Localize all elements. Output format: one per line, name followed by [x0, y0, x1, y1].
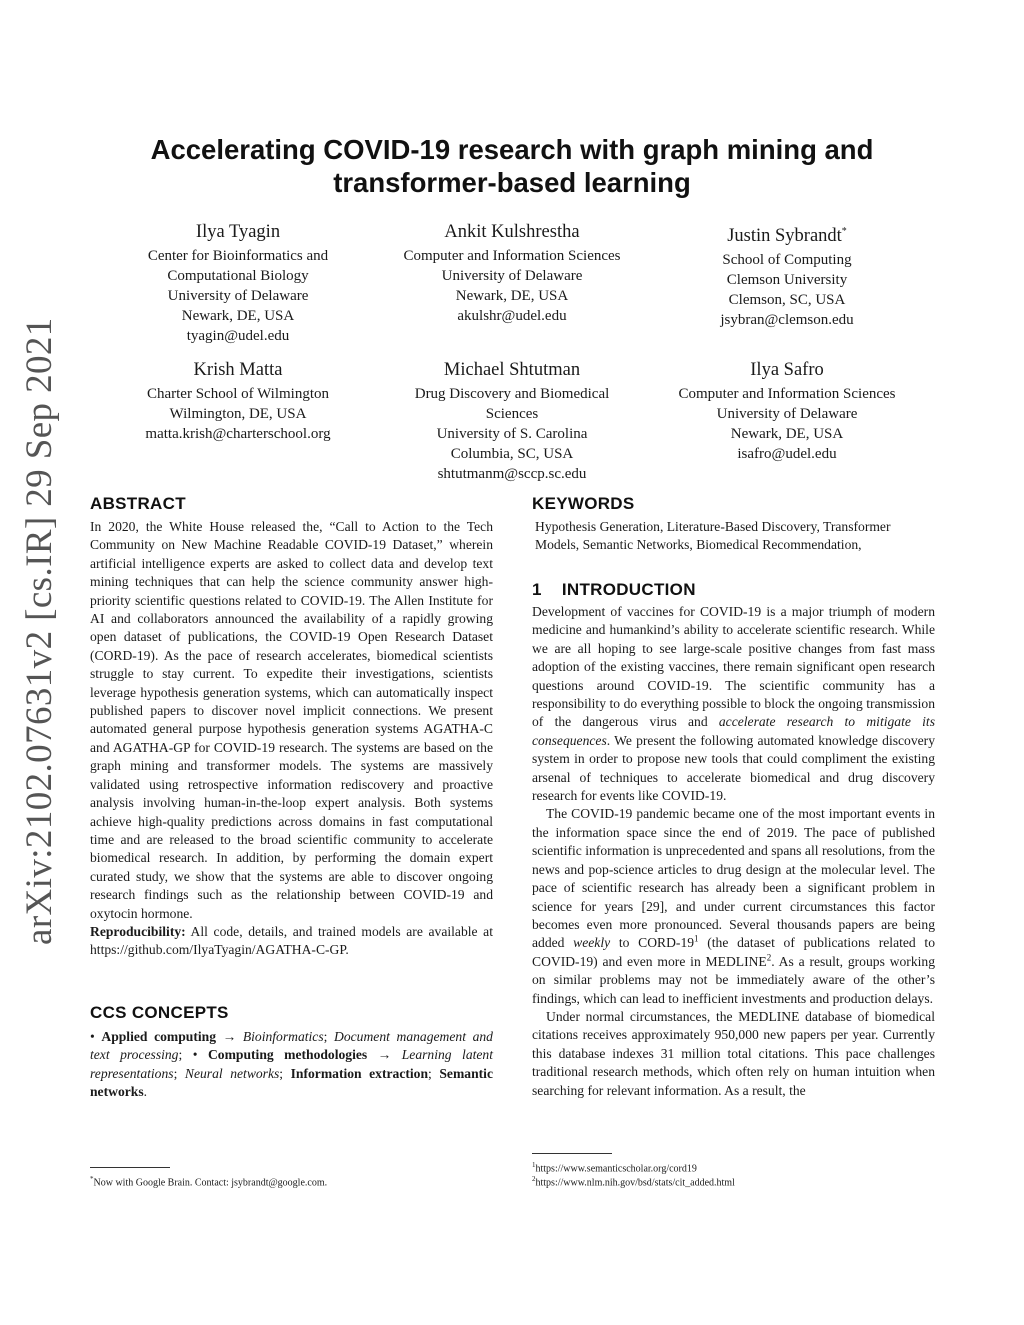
arrow: → [377, 1047, 392, 1063]
separator: ; [323, 1029, 335, 1044]
affiliation-line: University of S. Carolina [436, 426, 588, 442]
author-email: shtutmanm@sccp.sc.edu [437, 466, 587, 482]
footnote-rule [532, 1153, 612, 1154]
paper-title: Accelerating COVID-19 research with graph mining and transformer-based learning [150, 134, 874, 198]
affiliation-line: University of Delaware [167, 288, 309, 304]
affiliation-line: School of Computing [722, 252, 852, 269]
affiliation-line: Columbia, SC, USA [450, 446, 574, 462]
affiliation-line: Newark, DE, USA [455, 288, 569, 304]
affiliation-line: University of Delaware [716, 406, 858, 422]
affiliation-line: Center for Bioinformatics and [147, 248, 329, 264]
footnote-marker: * [90, 1175, 94, 1183]
author-block [377, 358, 647, 484]
introduction-section [532, 603, 935, 1100]
affiliation-line: Clemson, SC, USA [728, 292, 846, 309]
affiliation-line: Computational Biology [167, 268, 309, 284]
keywords-heading: KEYWORDS [532, 494, 635, 513]
ccs-concept: Information extraction [290, 1065, 429, 1081]
affiliation-line: University of Delaware [441, 268, 583, 284]
affiliation-line: Newark, DE, USA [181, 308, 295, 324]
reproducibility-label: Reproducibility: [90, 923, 186, 939]
paragraph: Under normal circumstances, the MEDLINE database of biomedical citations receives approximately 950,000 new papers per year. Currently this database indexes 31 million total citations. This pace challenges traditional research methods, which often rely on human intuition when searching for relevant information. As a result, the [532, 1008, 935, 1098]
affiliation-line: Computer and Information Sciences [403, 248, 621, 264]
ccs-concept: Neural networks [184, 1065, 280, 1081]
ccs-concepts-body [90, 1028, 493, 1102]
footnote-url[interactable]: https://www.semanticscholar.org/cord19 [535, 1163, 697, 1175]
ccs-concept: Learning latent representations [90, 1047, 493, 1081]
author-email: tyagin@udel.edu [186, 328, 290, 344]
ccs-concept: Bioinformatics [242, 1029, 324, 1044]
text-run: (the dataset of publications related to COVID-19) and even more in MEDLINE [532, 935, 936, 969]
footnote [90, 1172, 327, 1190]
abstract-section [90, 518, 493, 960]
abstract-heading: ABSTRACT [90, 494, 186, 513]
author-block [652, 220, 922, 330]
separator: ; [173, 1065, 185, 1081]
ccs-concept: Document management and text processing [90, 1029, 493, 1063]
ccs-category: Applied computing [101, 1029, 217, 1044]
author-email: matta.krish@charterschool.org [145, 426, 331, 442]
paragraph [532, 603, 935, 805]
author-name: Ilya Tyagin [195, 222, 281, 242]
text-run: The COVID-19 pandemic became one of the most important events in the information space since the end of 2019. The pace of published scientific information is unprecedented and spans all resolutions, from the news and pop-science articles to drug design at the molecular level. The pace of scientific research has already been a significant problem in science for years [29], and under current circumstances this factor becomes even more pronounced. Several thousands papers are being added [532, 806, 935, 951]
author-name: Ilya Safro [750, 360, 824, 380]
author-block [652, 358, 922, 464]
bullet: • [90, 1029, 95, 1044]
text-run: . We present the following automated knowledge discovery system in order to propose new tools that could compliment the existing arsenal of techniques to accelerate biomedical and drug discovery research for events like COVID-19. [532, 732, 935, 804]
author-name: Justin Sybrandt [727, 226, 842, 247]
footnote-marker: 2 [532, 1175, 536, 1183]
bullet: • [192, 1047, 198, 1063]
footnote-url[interactable]: https://www.nlm.nih.gov/bsd/stats/cit_added.html [535, 1177, 735, 1189]
affiliation-line: Charter School of Wilmington [146, 386, 329, 402]
reproducibility-note [90, 923, 493, 960]
author-email: jsybran@clemson.edu [720, 312, 854, 329]
text-run: to CORD-19 [610, 935, 695, 951]
ccs-category: Computing methodologies [207, 1047, 368, 1063]
author-block [377, 220, 647, 326]
introduction-heading: 1 INTRODUCTION [532, 580, 696, 599]
affiliation-line: Newark, DE, USA [730, 426, 844, 442]
footnote-marker: 1 [532, 1161, 536, 1169]
author-name: Ankit Kulshrestha [444, 222, 580, 242]
ccs-concepts-heading: CCS CONCEPTS [90, 1003, 229, 1022]
abstract-body: In 2020, the White House released the, “Call to Action to the Tech Community on New Machine Readable COVID-19 Dataset,” wherein artificial intelligence experts are asked to collect data and develop text mining techniques that can help the science community answer high-priority scientific questions related to COVID-19. The Allen Institute for AI and collaborators announced the availability of a rapidly growing open dataset of publications, the COVID-19 Open Research Dataset (CORD-19). As the pace of research accelerates, biomedical scientists struggle to stay current. To expedite their investigations, scientists leverage hypothesis generation systems, which can automatically inspect published papers to discover novel implicit connections. We present automated general purpose hypothesis generation systems AGATHA-C and AGATHA-GP for COVID-19 research. The systems are based on the graph mining and transformer models. The systems are massively validated using retrospective information rediscovery and proactive analysis involving human-in-the-loop expert analysis. Both systems achieve high-quality predictions across domains in fast computational time and are released to the broad scientific community to accelerate biomedical research. In addition, by performing the domain expert curated study, we show that the systems are able to discover ongoing research findings such as the relationship between COVID-19 and oxytocin hormone. [90, 519, 493, 921]
author-block [103, 358, 373, 444]
keywords-body [532, 518, 938, 555]
author-email: akulshr@udel.edu [457, 308, 567, 324]
keywords-text: Hypothesis Generation, Literature-Based Discovery, Transformer Models, Semantic Networks, Biomedical Recommendation, [535, 519, 891, 553]
separator: ; [178, 1047, 193, 1063]
arrow: → [222, 1029, 237, 1044]
affiliation-line: Drug Discovery and Biomedical [414, 386, 610, 402]
footnote-marker: 1 [694, 933, 699, 944]
author-name: Michael Shtutman [443, 360, 581, 380]
author-email: isafro@udel.edu [737, 446, 837, 462]
separator: ; [428, 1065, 440, 1081]
affiliation-line: Sciences [485, 406, 539, 422]
arxiv-identifier: arXiv:2102.07631v2 [cs.IR] 29 Sep 2021 [19, 317, 60, 945]
affiliation-line: Clemson University [726, 272, 848, 289]
affiliation-line: Wilmington, DE, USA [169, 406, 307, 422]
text-run: . As a result, groups working on similar problems may not be immediately aware of the other’s findings, which can lead to inefficient investments and production delays. [532, 953, 935, 1006]
footnote-marker: * [841, 226, 847, 237]
text-run: Development of vaccines for COVID-19 is a major triumph of modern medicine and humankind’s ability to accelerate scientific research. While we are all hoping to see large-scale positive changes from fast mass adoption of the existing vaccines, there remain significant open research questions around COVID-19. The scientific community has a responsibility to do everything possible to block the ongoing transmission of the dangerous virus and [532, 604, 935, 730]
period: . [143, 1084, 148, 1100]
separator: ; [279, 1065, 291, 1081]
emphasis: accelerate research to mitigate its consequences [532, 714, 936, 748]
author-block [103, 220, 373, 346]
author-name: Krish Matta [193, 360, 283, 380]
reproducibility-text: All code, details, and trained models are available at https://github.com/IlyaTyagin/AGATHA-C-GP. [90, 923, 493, 958]
emphasis: weekly [573, 935, 611, 951]
footnote-rule [90, 1167, 170, 1168]
footnote [532, 1172, 735, 1190]
paragraph [532, 805, 935, 1007]
affiliation-line: Computer and Information Sciences [678, 386, 896, 402]
footnote-text: Now with Google Brain. Contact: jsybrandt@google.com. [93, 1177, 328, 1189]
footnote-marker: 2 [766, 952, 772, 963]
ccs-concept: Semantic networks [90, 1065, 493, 1100]
